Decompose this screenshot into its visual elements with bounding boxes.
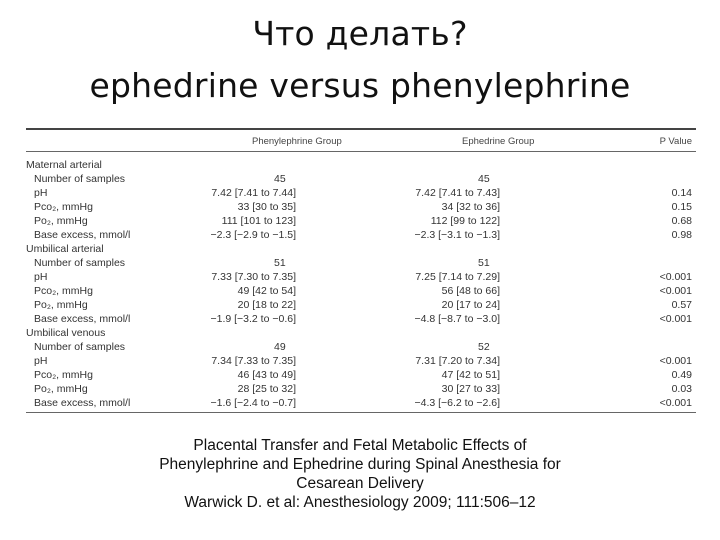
p-value: <0.001 (659, 397, 692, 409)
p-value: <0.001 (659, 271, 692, 283)
ephedrine-value: −4.8 [−8.7 to −3.0] (414, 313, 500, 325)
p-value: 0.49 (671, 369, 692, 381)
row-label: pH (34, 187, 48, 199)
row-label: Pco₂, mmHg (34, 285, 93, 297)
ephedrine-value: 56 [48 to 66] (441, 285, 500, 297)
ephedrine-value: −2.3 [−3.1 to −1.3] (414, 229, 500, 241)
table-row (26, 284, 696, 298)
phenylephrine-value: 51 (274, 257, 286, 269)
p-value: <0.001 (659, 355, 692, 367)
ephedrine-value: −4.3 [−6.2 to −2.6] (414, 397, 500, 409)
table-row (26, 298, 696, 312)
p-value: 0.03 (671, 383, 692, 395)
header-ephedrine-group: Ephedrine Group (462, 136, 535, 147)
slide-title-line-1: Что делать? (252, 14, 468, 53)
table-header (26, 130, 696, 151)
ephedrine-value: 51 (478, 257, 490, 269)
phenylephrine-value: 7.34 [7.33 to 7.35] (211, 355, 296, 367)
ephedrine-value: 34 [32 to 36] (441, 201, 500, 213)
p-value: 0.98 (671, 229, 692, 241)
phenylephrine-value: 33 [30 to 35] (237, 201, 296, 213)
ephedrine-value: 112 [99 to 122] (430, 215, 500, 227)
p-value: 0.15 (671, 201, 692, 213)
table-row (26, 396, 696, 410)
phenylephrine-value: 20 [18 to 22] (237, 299, 296, 311)
table-row (26, 368, 696, 382)
caption-line-1: Placental Transfer and Fetal Metabolic Effects of (193, 437, 527, 454)
figure-caption (0, 436, 720, 512)
row-label: pH (34, 355, 48, 367)
row-label: Po₂, mmHg (34, 215, 88, 227)
ephedrine-value: 20 [17 to 24] (441, 299, 500, 311)
row-label: Po₂, mmHg (34, 383, 88, 395)
table-row (26, 186, 696, 200)
phenylephrine-value: 45 (274, 173, 286, 185)
p-value: <0.001 (659, 285, 692, 297)
ephedrine-value: 47 [42 to 51] (441, 369, 500, 381)
section-heading (26, 326, 696, 340)
row-label: Number of samples (34, 341, 126, 353)
phenylephrine-value: 7.42 [7.41 to 7.44] (211, 187, 296, 199)
p-value: 0.68 (671, 215, 692, 227)
phenylephrine-value: 46 [43 to 49] (237, 369, 296, 381)
section-heading (26, 242, 696, 256)
row-label: Base excess, mmol/l (34, 397, 131, 409)
table-row (26, 228, 696, 242)
table-row (26, 382, 696, 396)
row-label: Number of samples (34, 257, 126, 269)
table-row (26, 256, 696, 270)
row-label: Pco₂, mmHg (34, 201, 93, 213)
table-row (26, 270, 696, 284)
header-phenylephrine-group: Phenylephrine Group (252, 136, 342, 147)
section-label: Umbilical venous (26, 327, 106, 339)
phenylephrine-value: 111 [101 to 123] (221, 215, 296, 227)
header-p-value: P Value (659, 136, 692, 147)
section-label: Maternal arterial (26, 159, 102, 171)
caption-line-4: Warwick D. et al: Anesthesiology 2009; 111:506–12 (184, 494, 536, 511)
table-row (26, 200, 696, 214)
results-table (26, 128, 696, 413)
ephedrine-value: 45 (478, 173, 490, 185)
phenylephrine-value: −1.9 [−3.2 to −0.6] (210, 313, 296, 325)
caption-line-3: Cesarean Delivery (296, 475, 424, 492)
phenylephrine-value: 49 [42 to 54] (237, 285, 296, 297)
section-label: Umbilical arterial (26, 243, 104, 255)
phenylephrine-value: 49 (274, 341, 286, 353)
ephedrine-value: 7.25 [7.14 to 7.29] (415, 271, 500, 283)
table-row (26, 312, 696, 326)
section-heading (26, 158, 696, 172)
p-value: 0.57 (671, 299, 692, 311)
table-row (26, 214, 696, 228)
slide-title-line-2: ephedrine versus phenylephrine (89, 66, 631, 105)
row-label: Base excess, mmol/l (34, 229, 131, 241)
ephedrine-value: 7.42 [7.41 to 7.43] (415, 187, 500, 199)
phenylephrine-value: 7.33 [7.30 to 7.35] (211, 271, 296, 283)
p-value: <0.001 (659, 313, 692, 325)
row-label: Number of samples (34, 173, 126, 185)
ephedrine-value: 52 (478, 341, 490, 353)
phenylephrine-value: −2.3 [−2.9 to −1.5] (210, 229, 296, 241)
p-value: 0.14 (671, 187, 692, 199)
table-row (26, 172, 696, 186)
table-body (26, 152, 696, 413)
phenylephrine-value: −1.6 [−2.4 to −0.7] (210, 397, 296, 409)
table-row (26, 354, 696, 368)
caption-line-2: Phenylephrine and Ephedrine during Spinal Anesthesia for (159, 456, 561, 473)
row-label: Pco₂, mmHg (34, 369, 93, 381)
ephedrine-value: 7.31 [7.20 to 7.34] (415, 355, 500, 367)
table-bottom-rule (26, 412, 696, 413)
row-label: Base excess, mmol/l (34, 313, 131, 325)
ephedrine-value: 30 [27 to 33] (441, 383, 500, 395)
phenylephrine-value: 28 [25 to 32] (237, 383, 296, 395)
table-row (26, 340, 696, 354)
row-label: pH (34, 271, 48, 283)
row-label: Po₂, mmHg (34, 299, 88, 311)
